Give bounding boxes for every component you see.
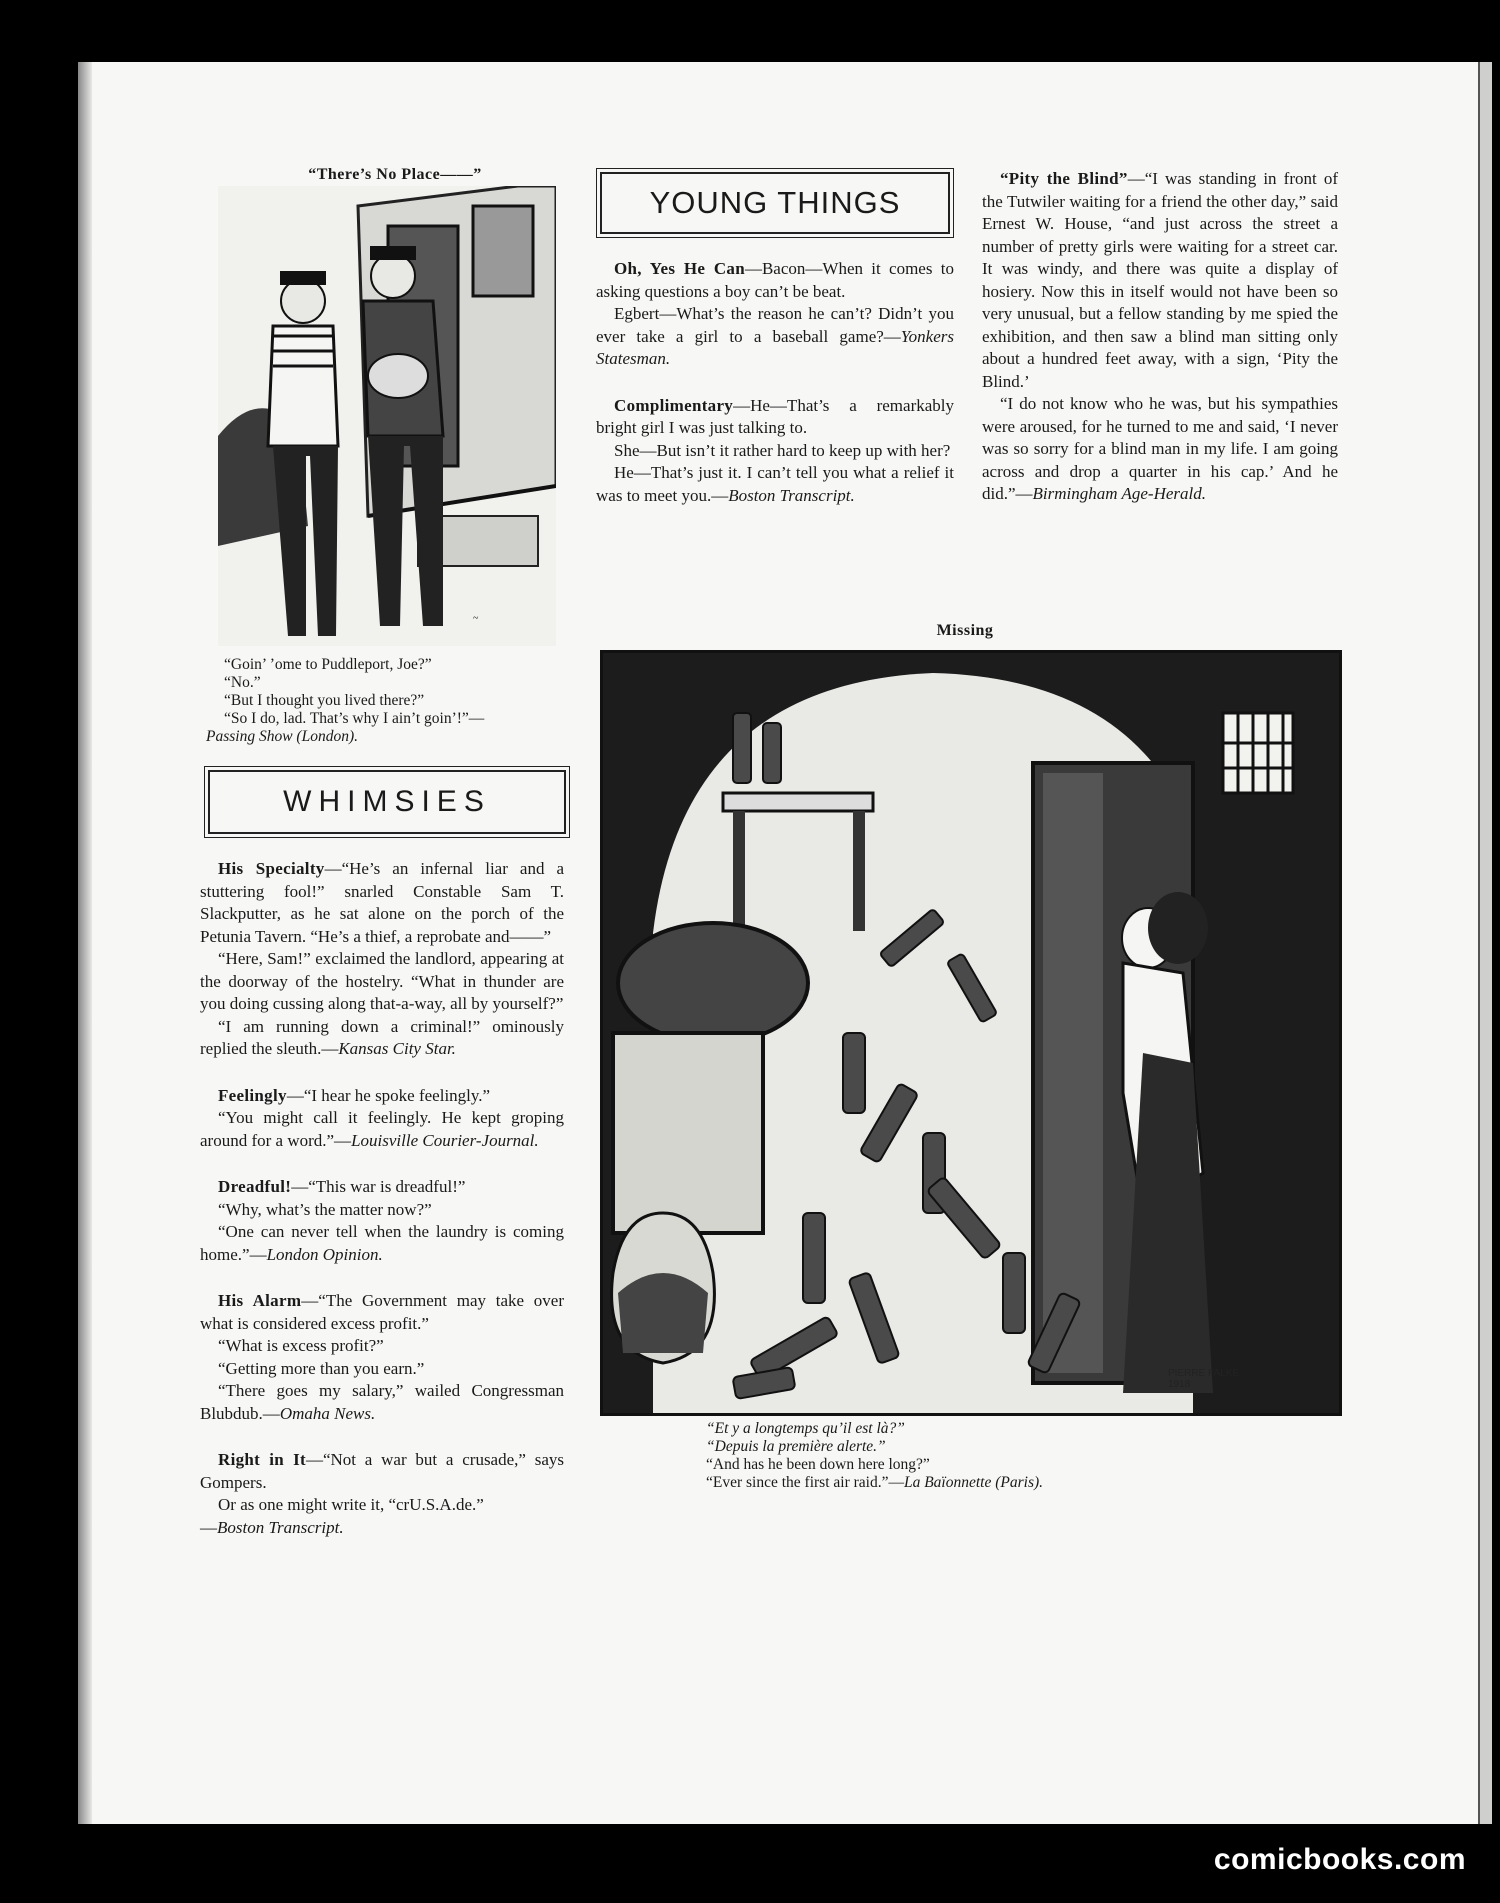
item-text: —“The Government may take over what is considered excess profit.” — [200, 1291, 564, 1333]
item-paragraph — [982, 393, 1338, 506]
young-things-heading: YOUNG THINGS — [600, 172, 950, 234]
item-text: “You might call it feelingly. He kept groping around for a word.”— — [200, 1108, 564, 1150]
item-head: “Pity the Blind” — [1000, 169, 1128, 188]
caption-source: La Baïonnette (Paris). — [903, 1474, 1044, 1491]
item-paragraph — [200, 1107, 564, 1152]
item-paragraph — [596, 395, 954, 440]
item-text: —“This war is dreadful!” — [291, 1177, 466, 1196]
item-text: —Bacon—When it comes to asking questions a boy can’t be beat. — [596, 259, 954, 301]
page-spine — [78, 62, 92, 1824]
item-head: His Alarm — [218, 1291, 302, 1310]
item-paragraph — [200, 1085, 564, 1108]
caption-text: “Ever since the first air raid.”— — [706, 1474, 904, 1491]
item-text: “One can never tell when the laundry is coming home.”— — [200, 1222, 564, 1264]
site-watermark: comicbooks.com — [1213, 1843, 1466, 1876]
caption-line: “But I thought you lived there?” — [224, 692, 425, 709]
young-things-column — [596, 258, 954, 507]
caption-source: Passing Show (London). — [206, 728, 358, 745]
item-source: London Opinion. — [266, 1244, 383, 1264]
cartoon2-signature: PIERRE FALKÉ 1918 — [1168, 1368, 1240, 1390]
item-text: —He—That’s a remarkably bright girl I was just talking to. — [596, 395, 954, 437]
item-paragraph: Or as one might write it, “crU.S.A.de.” — [218, 1495, 484, 1514]
item-paragraph — [200, 1449, 564, 1494]
item-paragraph — [200, 1290, 564, 1335]
caption-line — [706, 1474, 1266, 1492]
caption-line: “Et y a longtemps qu’il est là?” — [706, 1420, 905, 1437]
item-text: —“Not a war but a crusade,” says Gompers. — [200, 1450, 565, 1492]
item-paragraph — [596, 462, 954, 507]
item-head: Right in It — [218, 1450, 306, 1469]
item-paragraph: She—But isn’t it rather hard to keep up with her? — [614, 440, 951, 460]
item-paragraph — [200, 1221, 564, 1266]
item-source: Yonkers Statesman. — [596, 326, 954, 368]
item-source: Boston Transcript. — [217, 1517, 344, 1537]
item-head: His Specialty — [218, 859, 325, 878]
item-paragraph — [596, 258, 954, 303]
cartoon1-caption — [206, 656, 566, 746]
sailors-drawing — [218, 186, 556, 646]
page-edge — [1478, 62, 1492, 1824]
item-head: Complimentary — [614, 395, 734, 415]
caption-line: “Goin’ ’ome to Puddleport, Joe?” — [224, 656, 432, 673]
item-paragraph: “Here, Sam!” exclaimed the landlord, appearing at the doorway of the hostelry. “What in thunder are you doing cussing along that-a-way, all by yourself?” — [200, 949, 564, 1013]
item-paragraph: “Why, what’s the matter now?” — [218, 1199, 432, 1219]
item-source: Louisville Courier-Journal. — [351, 1130, 539, 1150]
item-paragraph: “Getting more than you earn.” — [218, 1358, 425, 1378]
item-text: — — [200, 1517, 217, 1537]
item-text: —“He’s an infernal liar and a stuttering fool!” snarled Constable Sam T. Slackputter, as he sat alone on the porch of the Petunia Tavern. “He’s a thief, a reprobate and——” — [200, 859, 565, 946]
item-source: Kansas City Star. — [338, 1039, 456, 1058]
item-text: —“I hear he spoke feelingly.” — [286, 1085, 491, 1105]
item-paragraph — [200, 1176, 564, 1199]
caption-line: “Depuis la première alerte.” — [706, 1438, 886, 1455]
item-paragraph — [200, 1517, 564, 1540]
item-head: Feelingly — [218, 1085, 287, 1105]
svg-text:~: ~ — [473, 613, 479, 624]
item-paragraph — [982, 168, 1338, 393]
item-paragraph — [200, 1016, 564, 1061]
cartoon2-illustration — [600, 650, 1342, 1416]
item-paragraph — [200, 1380, 564, 1425]
item-text: “There goes my salary,” wailed Congressman Blubdub.— — [200, 1381, 564, 1423]
item-source: Birmingham Age-Herald. — [1032, 484, 1206, 503]
item-head: Oh, Yes He Can — [614, 259, 745, 278]
item-text: —“I was standing in front of the Tutwiler waiting for a friend the other day,” said Ernest W. House, “and just across the street a number of pretty girls were waiting for a street car. It was windy, and there was quite a display of hosiery. Now this in itself would not have been so very unusual, but a fellow standing by me spied the exhibition, and then saw a blind man sitting only about a hundred feet away, with a sign, ‘Pity the Blind.’ — [982, 169, 1338, 391]
item-paragraph: “What is excess profit?” — [218, 1336, 384, 1355]
caption-line: “So I do, lad. That’s why I ain’t goin’!”— — [224, 710, 485, 727]
caption-line: “No.” — [224, 674, 261, 691]
whimsies-heading: WHIMSIES — [208, 770, 566, 834]
item-text: “I am running down a criminal!” ominously replied the sleuth.— — [200, 1016, 564, 1058]
item-paragraph — [200, 858, 564, 948]
item-text: He—That’s just it. I can’t tell you what a relief it was to meet you.— — [596, 463, 954, 505]
item-text: “I do not know who he was, but his sympathies were aroused, for he turned to me and said, ‘I never was so sorry for a blind man in my life. I am going across and drop a quarter in his cap.’ And he did.”— — [982, 394, 1338, 503]
item-paragraph — [596, 303, 954, 371]
cartoon2-caption — [706, 1420, 1266, 1492]
item-source: Boston Transcript. — [728, 485, 855, 505]
item-text: Egbert—What’s the reason he can’t? Didn’t you ever take a girl to a baseball game?— — [596, 304, 954, 346]
cartoon1-illustration — [218, 186, 556, 646]
caption-line: “And has he been down here long?” — [706, 1456, 930, 1473]
cartoon1-title: “There’s No Place——” — [308, 166, 482, 183]
item-head: Dreadful! — [218, 1177, 292, 1196]
whimsies-column — [200, 858, 564, 1539]
cartoon2-title: Missing — [936, 622, 994, 639]
pity-the-blind-column — [982, 168, 1338, 506]
wine-cellar-drawing — [603, 653, 1339, 1413]
item-source: Omaha News. — [279, 1403, 376, 1423]
